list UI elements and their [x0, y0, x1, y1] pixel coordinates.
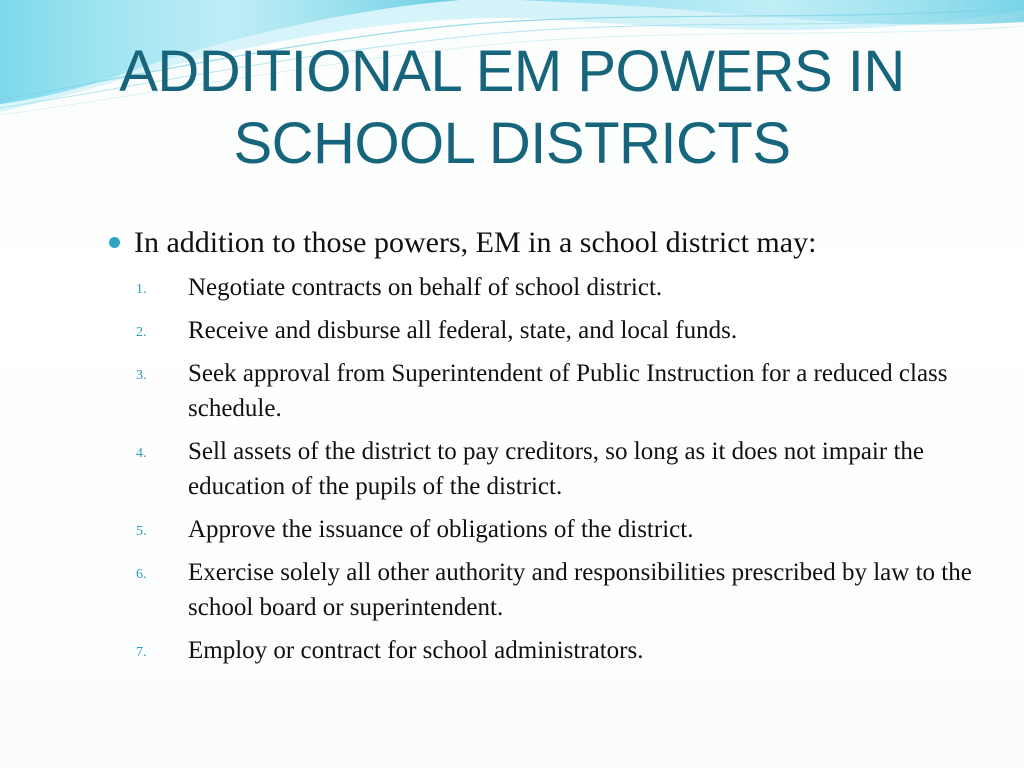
item-text: Sell assets of the district to pay creditors, so long as it does not impair the education of the pupils of the district.: [188, 438, 924, 500]
intro-text: In addition to those powers, EM in a school district may:: [134, 226, 817, 259]
item-text: Approve the issuance of obligations of the district.: [188, 516, 694, 543]
item-text: Employ or contract for school administrators.: [188, 637, 644, 664]
list-item: [106, 313, 986, 348]
intro-bullet: [106, 224, 986, 262]
item-text: Seek approval from Superintendent of Public Instruction for a reduced class schedule.: [188, 360, 948, 422]
slide-body: [106, 224, 986, 676]
list-item: [106, 270, 986, 305]
list-item: [106, 356, 986, 426]
item-number: 4.: [136, 446, 147, 461]
item-text: Exercise solely all other authority and responsibilities prescribed by law to the school board or superintendent.: [188, 559, 972, 621]
item-text: Receive and disburse all federal, state, and local funds.: [188, 317, 738, 344]
item-number: 5.: [136, 524, 147, 539]
powers-list: [106, 270, 986, 668]
item-number: 3.: [136, 368, 147, 383]
list-item: [106, 434, 986, 504]
bullet-dot-icon: [109, 237, 120, 248]
item-number: 2.: [136, 325, 147, 340]
list-item: [106, 512, 986, 547]
item-number: 6.: [136, 567, 147, 582]
item-number: 1.: [136, 282, 147, 297]
list-item: [106, 555, 986, 625]
item-text: Negotiate contracts on behalf of school district.: [188, 274, 663, 301]
slide-title: ADDITIONAL EM POWERS IN SCHOOL DISTRICTS: [119, 39, 905, 176]
list-item: [106, 633, 986, 668]
item-number: 7.: [136, 645, 147, 660]
